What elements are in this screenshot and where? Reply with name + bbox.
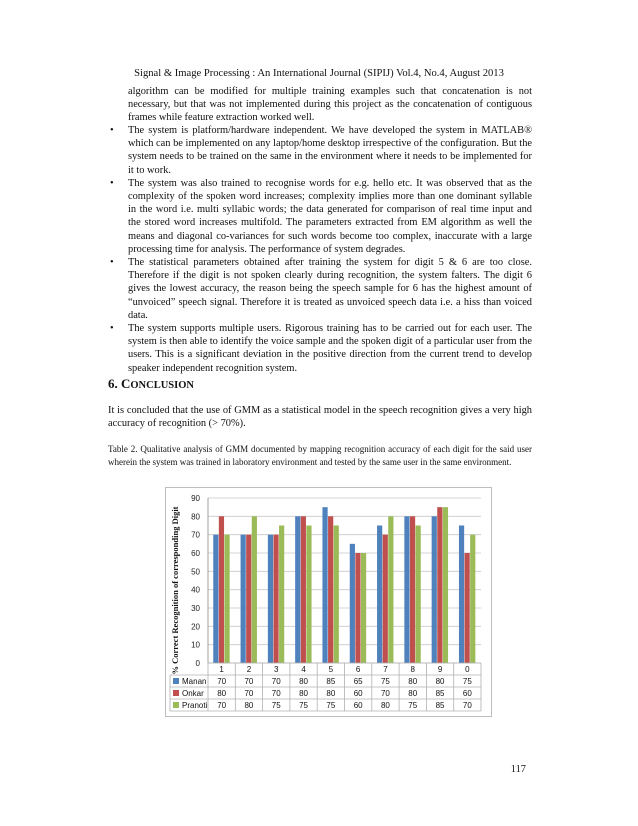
bullet-text: The statistical parameters obtained after training the system for digit 5 & 6 are too close. Therefore if the digit is not spoken clearly during recognition, the system falters. The digit 6 gives the lowest accuracy, the reason being the speech sample for 6 has the highest amount of “unvoiced” speech signal. Therefore it is treated as unvoiced speech data i.e. a hiss than voiced data. (128, 257, 532, 321)
bar (328, 516, 333, 663)
bar (459, 526, 464, 664)
y-tick-label: 0 (195, 659, 200, 668)
bullet-icon: • (110, 125, 114, 136)
legend-swatch (173, 678, 179, 684)
data-label: 75 (380, 677, 390, 686)
data-label: 70 (217, 677, 227, 686)
list-item (108, 322, 532, 375)
x-tick-label: 4 (301, 665, 306, 674)
legend-label: Pranoti (182, 701, 208, 710)
bullet-icon: • (110, 323, 114, 335)
data-label: 75 (299, 701, 309, 710)
bar (443, 507, 448, 663)
bar (404, 516, 409, 663)
bullet-icon: • (110, 177, 114, 189)
y-tick-label: 10 (191, 640, 200, 650)
data-label: 70 (271, 677, 281, 686)
data-label: 60 (353, 689, 363, 698)
bar (273, 535, 278, 663)
bar (437, 507, 442, 663)
data-label: 85 (326, 677, 336, 686)
y-tick-label: 50 (191, 567, 200, 577)
bar (410, 516, 415, 663)
bar (322, 507, 327, 663)
bar (241, 535, 246, 663)
chart-frame (165, 487, 492, 717)
bar (377, 526, 382, 664)
bar (355, 553, 360, 663)
bar (279, 526, 284, 664)
data-label: 75 (271, 701, 281, 710)
bullet-text: The system was also trained to recognise words for e.g. hello etc. It was observed that as the complexity of the spoken word increases; complexity implies more than one dominant syllable in the word i.e. multi syllabic words; the data generated for comparison of real time input and the stored word increases multifold. The parameters extracted from EM algorithm as well the means and diagonal co-variances for such words become too complex, inaccurate with a large processing time for analysis. The performance of system degrades. (128, 177, 532, 255)
conclusion-paragraph: It is concluded that the use of GMM as a statistical model in the speech recognition gives a very high accuracy of recognition (> 70%). (108, 405, 532, 430)
bullet-text: The system supports multiple users. Rigorous training has to be carried out for each user. The system is then able to identify the voice sample and the spoken digit of a particular user from the users. This is a significant deviation in the positive direction from the current trend to develop speaker independent recognition system. (128, 323, 532, 374)
y-tick-label: 30 (191, 604, 200, 613)
data-label: 80 (380, 701, 390, 710)
list-item (108, 124, 532, 177)
x-tick-label: 8 (410, 665, 415, 674)
data-label: 70 (271, 689, 281, 698)
x-tick-label: 2 (246, 665, 252, 674)
legend-label: Manan (182, 677, 207, 686)
section-heading (108, 376, 194, 392)
bar (350, 544, 355, 663)
bar (246, 535, 251, 663)
data-label: 65 (353, 677, 363, 686)
section-rest: ONCLUSION (130, 380, 194, 391)
legend-swatch (173, 690, 179, 696)
data-label: 70 (244, 677, 254, 686)
x-tick-label: 0 (465, 665, 470, 674)
legend-label: Onkar (182, 689, 204, 698)
data-label: 85 (435, 701, 445, 710)
data-label: 75 (408, 701, 418, 710)
section-initial: C (121, 376, 131, 391)
bar (219, 516, 224, 663)
y-tick-label: 70 (191, 530, 200, 540)
bar (306, 526, 311, 664)
data-label: 70 (244, 689, 254, 698)
data-label: 80 (408, 689, 418, 698)
bullet-list (108, 124, 532, 375)
data-label: 80 (435, 677, 445, 686)
bar (383, 535, 388, 663)
y-tick-label: 40 (191, 585, 200, 595)
bar (470, 535, 475, 663)
bar-chart (166, 488, 491, 716)
data-label: 80 (244, 701, 254, 710)
bar (213, 535, 218, 663)
bullet-icon: • (110, 257, 114, 269)
bar (432, 516, 437, 663)
bar (252, 516, 257, 663)
data-label: 75 (326, 701, 336, 710)
table-caption: Table 2. Qualitative analysis of GMM documented by mapping recognition accuracy of each digit for the said user wherein the system was trained in laboratory environment and tested by the same user in the same environment. (108, 444, 532, 467)
y-tick-label: 90 (191, 494, 200, 503)
data-label: 70 (217, 701, 227, 710)
x-tick-label: 3 (274, 665, 279, 674)
bar (295, 516, 300, 663)
bar (465, 553, 470, 663)
y-tick-label: 60 (191, 549, 200, 558)
data-label: 80 (326, 689, 336, 698)
legend-swatch (173, 702, 179, 708)
list-item (108, 177, 532, 256)
data-label: 80 (217, 689, 227, 698)
list-item (108, 256, 532, 322)
data-label: 60 (353, 701, 363, 710)
bar (268, 535, 273, 663)
y-tick-label: 20 (191, 622, 200, 632)
bar (416, 526, 421, 664)
bullet-text: The system is platform/hardware independent. We have developed the system in MATLAB® which can be implemented on any laptop/home desktop irrespective of the configuration. But the system needs to be trained on the same in the environment where it needs to be implemented for it to work. (128, 125, 532, 176)
y-tick-label: 80 (191, 512, 200, 522)
data-label: 80 (299, 689, 309, 698)
x-tick-label: 9 (437, 665, 443, 674)
bar (224, 535, 229, 663)
bar (301, 516, 306, 663)
x-tick-label: 6 (355, 665, 361, 674)
data-label: 75 (462, 677, 472, 686)
bar (361, 553, 366, 663)
x-tick-label: 5 (328, 665, 334, 674)
data-label: 80 (299, 677, 309, 686)
x-tick-label: 7 (383, 665, 388, 674)
section-number: 6. (108, 376, 121, 391)
x-tick-label: 1 (219, 665, 224, 674)
running-header: Signal & Image Processing : An International Journal (SIPIJ) Vol.4, No.4, August 2013 (134, 68, 504, 79)
bar (388, 516, 393, 663)
data-label: 80 (408, 677, 418, 686)
data-label: 70 (462, 701, 472, 710)
bar (334, 526, 339, 664)
continuation-paragraph: algorithm can be modified for multiple training examples such that concatenation is not necessary, but that was not implemented during this project as the concatenation of contiguous frames while feature extraction worked well. (128, 86, 532, 124)
page-number: 117 (510, 764, 526, 775)
y-axis-label: % Correct Recognition of corresponding Digit (170, 506, 180, 675)
data-label: 70 (380, 689, 390, 698)
data-label: 60 (462, 689, 472, 698)
data-label: 85 (435, 689, 445, 698)
